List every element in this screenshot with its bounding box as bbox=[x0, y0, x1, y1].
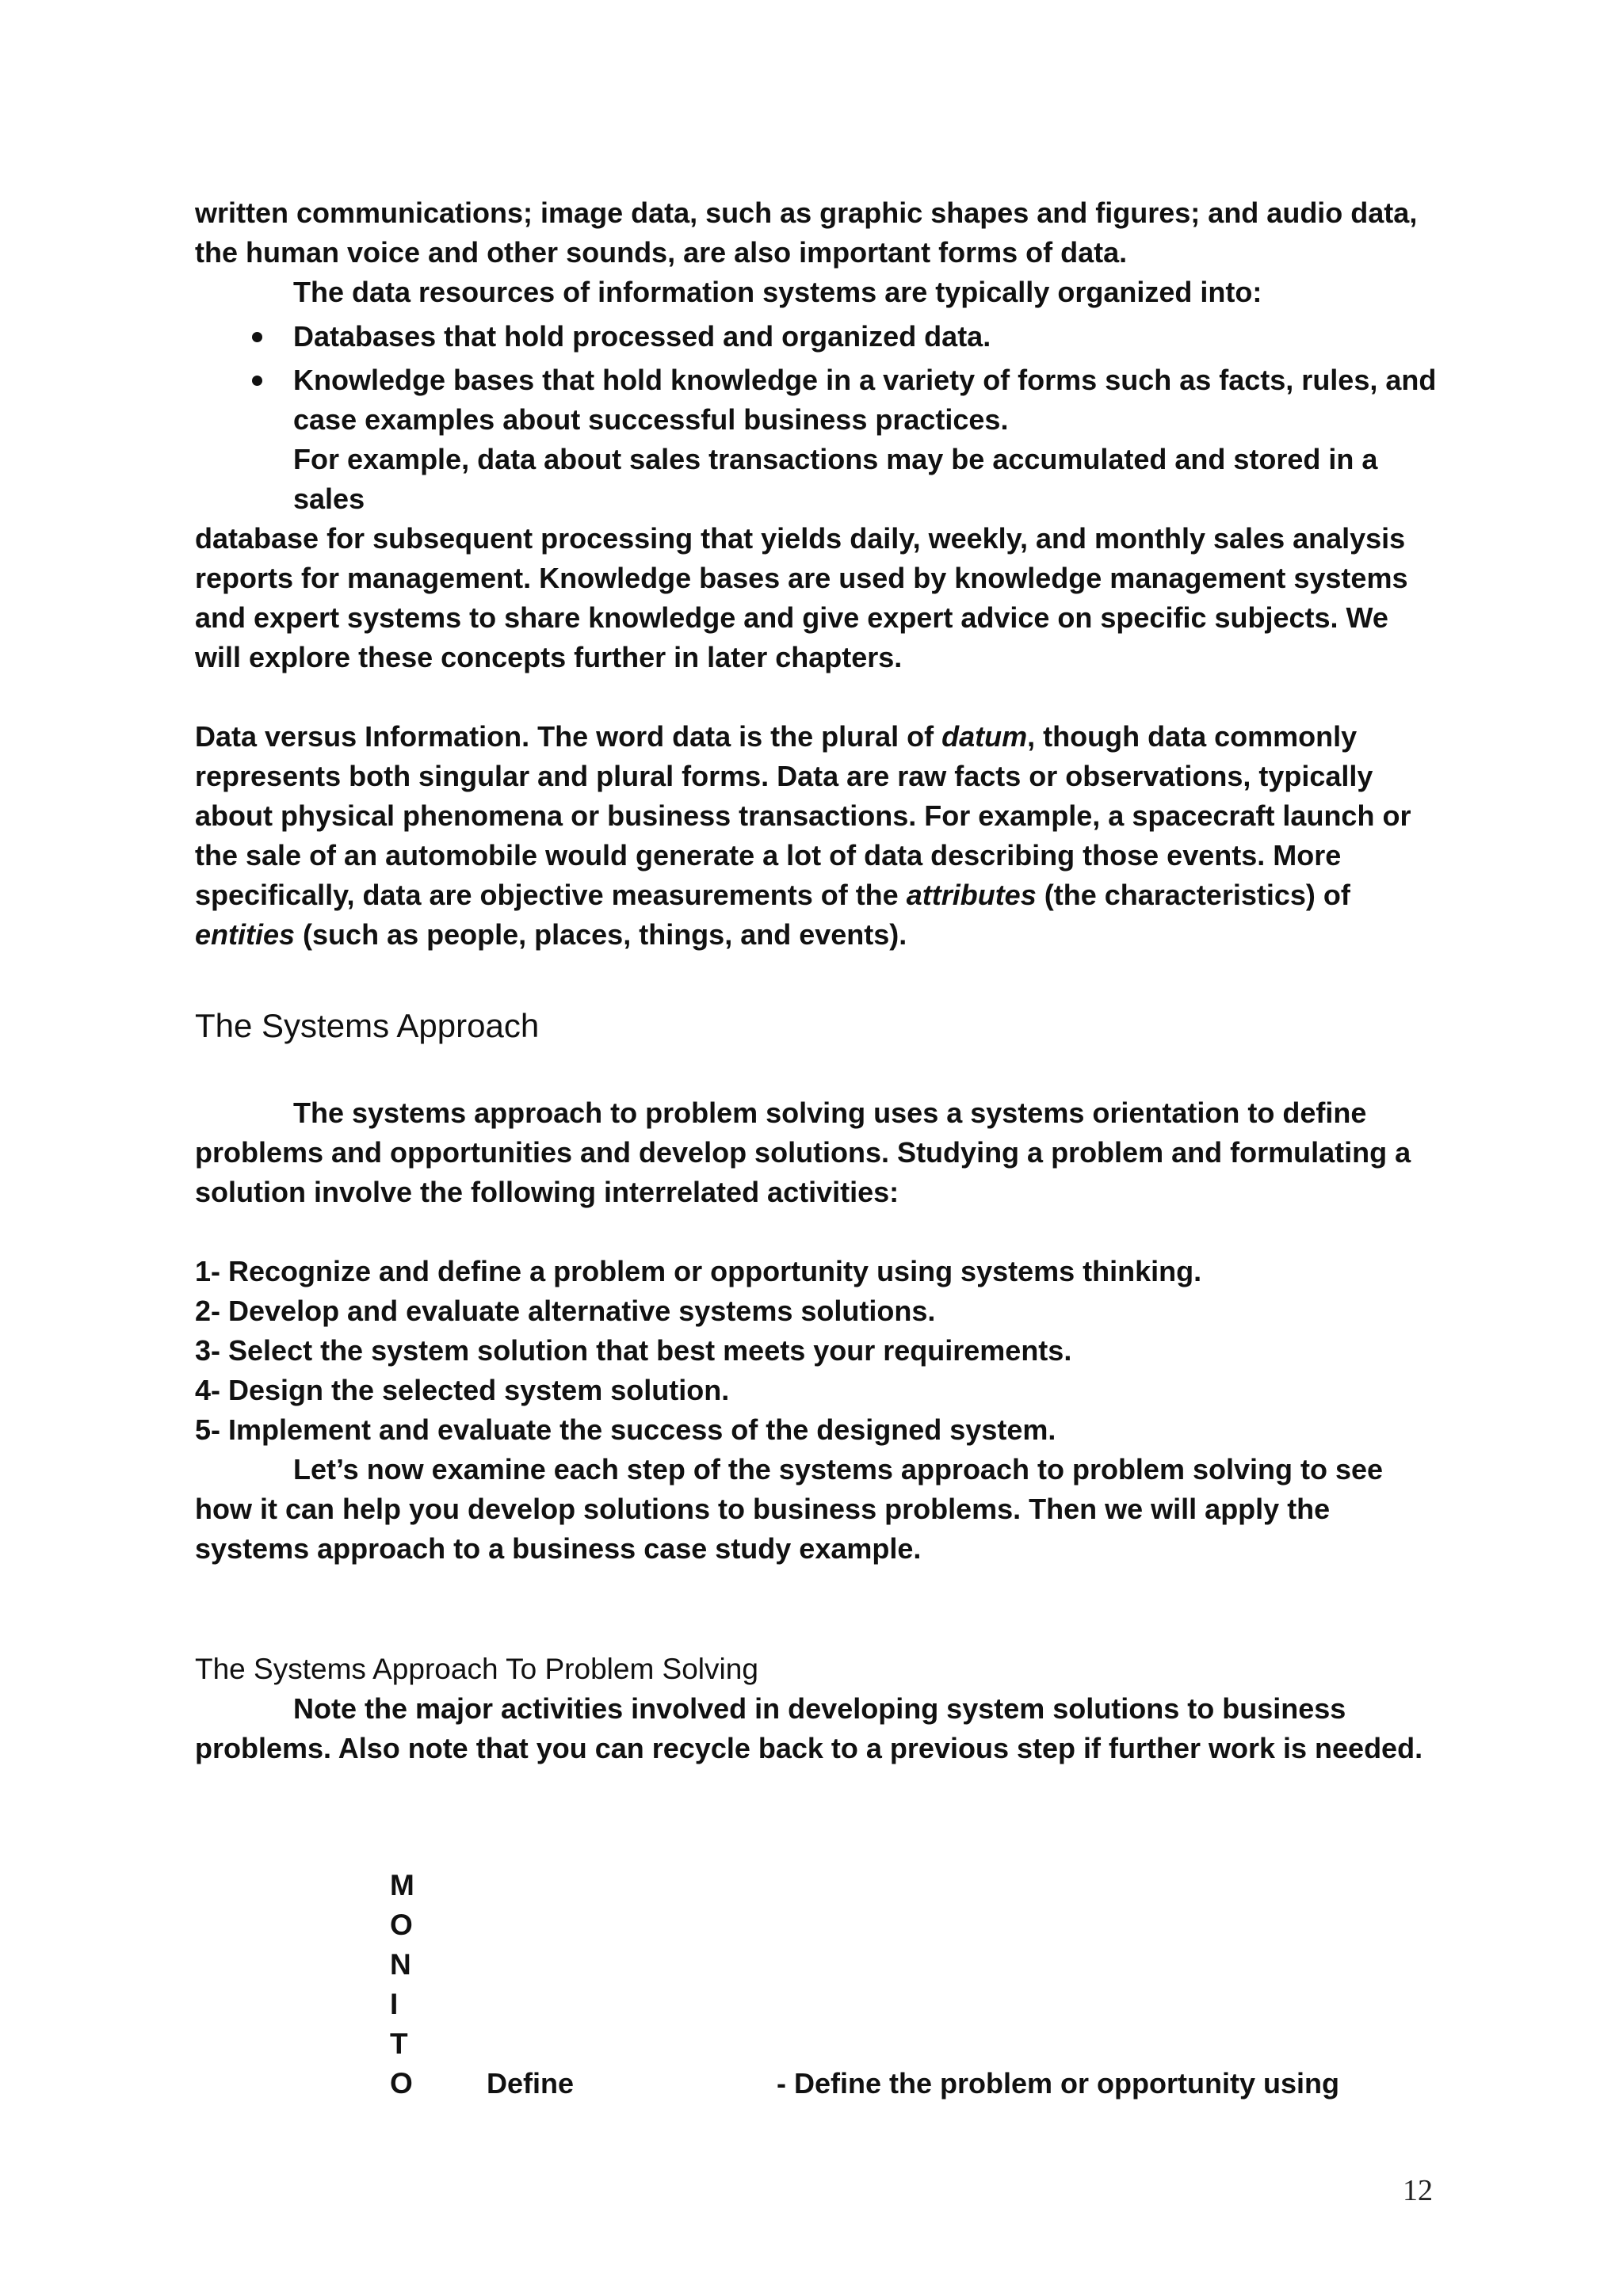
define-description: - Define the problem or opportunity using bbox=[777, 2067, 1339, 2100]
text-line: represents both singular and plural forms. Data are raw facts or observations, typically bbox=[195, 760, 1373, 792]
monitor-letter: M bbox=[390, 1869, 414, 1901]
monitor-letter: I bbox=[390, 1988, 399, 2020]
define-label: Define bbox=[487, 2067, 575, 2100]
text-line: The systems approach to problem solving uses a systems orientation to define bbox=[293, 1097, 1367, 1129]
step-item: 4- Design the selected system solution. bbox=[195, 1374, 730, 1406]
bullet-item: Databases that hold processed and organized data. bbox=[293, 320, 991, 353]
text-line: the human voice and other sounds, are also important forms of data. bbox=[195, 236, 1128, 269]
monitor-letter: O bbox=[390, 2067, 413, 2100]
text-run-italic: datum bbox=[941, 720, 1028, 753]
text-line: problems and opportunities and develop solutions. Studying a problem and formulating a bbox=[195, 1136, 1411, 1169]
text-line: and expert systems to share knowledge and give expert advice on specific subjects. We bbox=[195, 601, 1388, 634]
step-item: 5- Implement and evaluate the success of the designed system. bbox=[195, 1413, 1056, 1446]
step-item: 3- Select the system solution that best meets your requirements. bbox=[195, 1334, 1072, 1367]
text-run: Data versus Information. The word data is the plural of bbox=[195, 720, 942, 753]
monitor-letter: T bbox=[390, 2027, 408, 2060]
text-line: The data resources of information systems are typically organized into: bbox=[293, 276, 1262, 308]
bullet-item: Knowledge bases that hold knowledge in a variety of forms such as facts, rules, and bbox=[293, 364, 1437, 396]
bullet-icon bbox=[252, 332, 262, 342]
section-heading: The Systems Approach bbox=[195, 1007, 540, 1044]
text-line: problems. Also note that you can recycle back to a previous step if further work is needed. bbox=[195, 1732, 1423, 1764]
text-line bbox=[195, 717, 1357, 757]
text-line: how it can help you develop solutions to business problems. Then we will apply the bbox=[195, 1493, 1331, 1525]
step-item: 2- Develop and evaluate alternative systems solutions. bbox=[195, 1295, 936, 1327]
text-run: (such as people, places, things, and events). bbox=[295, 918, 907, 951]
text-line: solution involve the following interrelated activities: bbox=[195, 1176, 899, 1208]
text-line bbox=[195, 915, 907, 955]
text-line: will explore these concepts further in later chapters. bbox=[195, 641, 903, 673]
text-line: database for subsequent processing that yields daily, weekly, and monthly sales analysis bbox=[195, 522, 1406, 555]
text-run-italic: attributes bbox=[906, 879, 1037, 911]
bullet-item-continued: case examples about successful business practices. bbox=[293, 403, 1009, 436]
bullet-icon bbox=[252, 376, 262, 386]
text-line: Let’s now examine each step of the systems approach to problem solving to see bbox=[293, 1453, 1384, 1486]
text-line: Note the major activities involved in developing system solutions to business bbox=[293, 1692, 1346, 1725]
page-number: 12 bbox=[1403, 2174, 1433, 2207]
text-line: reports for management. Knowledge bases are used by knowledge management systems bbox=[195, 562, 1408, 594]
text-line bbox=[195, 875, 1350, 915]
text-run: , though data commonly bbox=[1027, 720, 1358, 753]
text-line: written communications; image data, such as graphic shapes and figures; and audio data, bbox=[195, 196, 1418, 229]
text-line: For example, data about sales transactions may be accumulated and stored in a bbox=[293, 443, 1378, 475]
text-line: the sale of an automobile would generate a lot of data describing those events. More bbox=[195, 839, 1342, 871]
text-line: systems approach to a business case study example. bbox=[195, 1532, 922, 1565]
text-run: specifically, data are objective measurements of the bbox=[195, 879, 907, 911]
step-item: 1- Recognize and define a problem or opportunity using systems thinking. bbox=[195, 1255, 1202, 1287]
monitor-letter: O bbox=[390, 1909, 413, 1941]
text-line: about physical phenomena or business transactions. For example, a spacecraft launch or bbox=[195, 799, 1411, 832]
text-run-italic: entities bbox=[195, 918, 296, 951]
monitor-letter: N bbox=[390, 1948, 411, 1981]
text-line: sales bbox=[293, 482, 365, 515]
subheading: The Systems Approach To Problem Solving bbox=[195, 1653, 758, 1685]
text-run: (the characteristics) of bbox=[1036, 879, 1350, 911]
